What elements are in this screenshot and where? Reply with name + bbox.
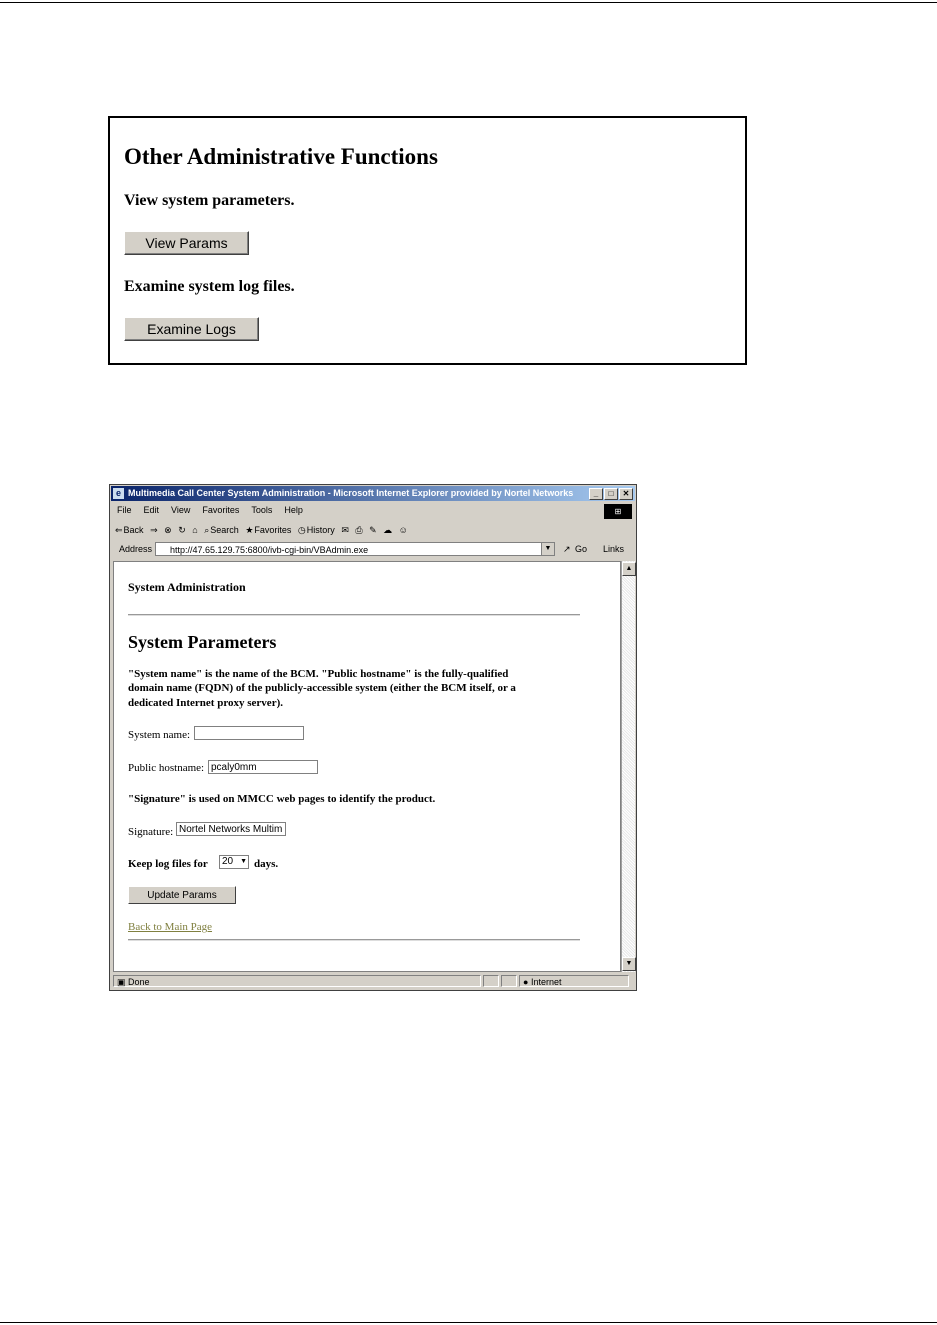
address-label: Address — [119, 544, 153, 554]
menu-edit[interactable]: Edit — [143, 505, 160, 515]
menu-bar — [111, 502, 635, 519]
view-params-text: View system parameters. — [124, 192, 295, 209]
keep-logs-suffix: days. — [254, 858, 279, 870]
menu-tools[interactable]: Tools — [251, 505, 273, 515]
status-done — [113, 975, 481, 987]
status-bar — [111, 974, 635, 989]
ie-icon: e — [113, 488, 124, 499]
hostname-label: Public hostname: — [128, 762, 205, 774]
back-arrow-icon: ⇐ — [115, 525, 123, 535]
keep-logs-prefix: Keep log files for — [128, 858, 208, 870]
panel-title: Other Administrative Functions — [124, 144, 438, 169]
scroll-down-icon[interactable]: ▼ — [622, 957, 636, 971]
search-button[interactable]: Search — [210, 525, 239, 535]
go-button[interactable]: Go — [575, 544, 588, 554]
hostname-input[interactable]: pcaly0mm — [208, 760, 318, 774]
intro-line-2: domain name (FQDN) of the publicly-accessible system (either the BCM itself, or a — [128, 682, 516, 694]
mail-icon[interactable]: ✉ — [341, 525, 349, 535]
back-button[interactable]: Back — [123, 525, 144, 535]
intro-line-3: dedicated Internet proxy server). — [128, 697, 283, 709]
search-icon: ⌕ — [204, 525, 210, 535]
maximize-icon[interactable]: □ — [604, 488, 618, 500]
system-name-input[interactable] — [194, 726, 304, 740]
update-params-button[interactable]: Update Params — [128, 886, 236, 904]
menu-file[interactable]: File — [117, 505, 132, 515]
toolbar — [111, 521, 635, 539]
top-rule — [0, 2, 937, 3]
stop-icon[interactable]: ⊗ — [164, 525, 172, 535]
title-bar — [111, 486, 635, 501]
menu-favorites[interactable]: Favorites — [202, 505, 240, 515]
signature-input[interactable]: Nortel Networks Multim — [176, 822, 286, 836]
menu-view[interactable]: View — [171, 505, 191, 515]
history-icon: ◷ — [297, 525, 306, 535]
status-zone — [519, 975, 629, 987]
print-icon[interactable]: ⎙ — [355, 525, 363, 535]
favorites-icon: ★ — [245, 525, 254, 535]
examine-logs-button[interactable]: Examine Logs — [124, 317, 259, 341]
minimize-icon[interactable]: _ — [589, 488, 603, 500]
go-arrow-icon: ↗ — [563, 544, 571, 554]
menu-help[interactable]: Help — [284, 505, 303, 515]
address-input[interactable] — [155, 542, 555, 556]
examine-logs-text: Examine system log files. — [124, 278, 295, 295]
windows-logo-icon: ⊞ — [604, 504, 632, 519]
system-name-label: System name: — [128, 729, 191, 741]
signature-note: "Signature" is used on MMCC web pages to identify the product. — [128, 793, 436, 805]
page-title: System Parameters — [128, 632, 277, 652]
bottom-divider — [128, 939, 580, 941]
select-arrow-icon: ▼ — [240, 858, 247, 865]
history-button[interactable]: History — [306, 525, 335, 535]
window-title: Multimedia Call Center System Administration - Microsoft Internet Explorer provided by Nortel Networks — [128, 488, 574, 498]
messenger-icon[interactable]: ☺ — [398, 525, 408, 535]
scroll-up-icon[interactable]: ▲ — [622, 562, 636, 576]
intro-line-1: "System name" is the name of the BCM. "Public hostname" is the fully-qualified — [128, 668, 509, 680]
favorites-button[interactable]: Favorites — [254, 525, 292, 535]
discuss-icon[interactable]: ☁ — [383, 525, 393, 535]
globe-icon: ● — [523, 977, 529, 987]
links-button[interactable]: Links — [603, 544, 625, 554]
address-value: http://47.65.129.75:6800/ivb-cgi-bin/VBAdmin.exe — [170, 545, 369, 555]
address-dropdown-icon[interactable]: ▼ — [541, 543, 554, 555]
signature-label: Signature: — [128, 826, 174, 838]
back-to-main-link[interactable]: Back to Main Page — [128, 921, 213, 933]
bottom-rule — [0, 1322, 937, 1323]
keep-days-value: 20 — [222, 856, 234, 867]
status-blank-1 — [483, 975, 499, 987]
browser-window — [109, 484, 637, 991]
zone-text: Internet — [530, 977, 562, 987]
admin-functions-panel — [108, 116, 747, 365]
view-params-button[interactable]: View Params — [124, 231, 249, 255]
status-blank-2 — [501, 975, 517, 987]
page-header: System Administration — [128, 580, 246, 594]
vertical-scrollbar[interactable] — [621, 561, 635, 972]
edit-icon[interactable]: ✎ — [369, 525, 377, 535]
keep-days-select[interactable] — [219, 855, 249, 869]
forward-arrow-icon[interactable]: ⇒ — [150, 525, 158, 535]
close-icon[interactable]: ✕ — [619, 488, 633, 500]
page-content — [113, 561, 621, 972]
divider — [128, 614, 580, 616]
home-icon[interactable]: ⌂ — [192, 525, 198, 535]
status-text: Done — [128, 977, 150, 987]
page-done-icon: ▣ — [117, 977, 126, 987]
address-bar — [111, 540, 635, 559]
refresh-icon[interactable]: ↻ — [178, 525, 186, 535]
